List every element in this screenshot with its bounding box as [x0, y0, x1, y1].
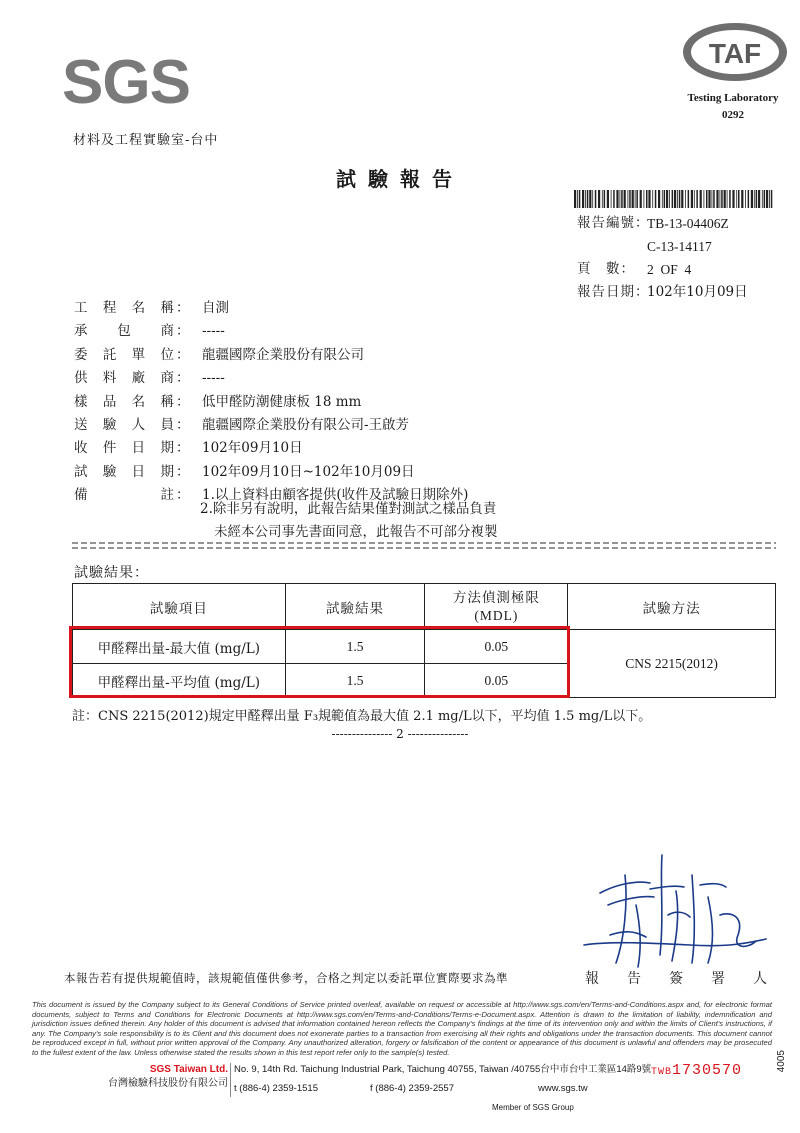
row-result: 1.5 [285, 664, 425, 698]
barcode-bar [602, 190, 603, 208]
barcode-bar [672, 190, 674, 208]
barcode-bar [713, 190, 715, 208]
footer-company [88, 1063, 228, 1091]
header-method: 試驗方法 [568, 584, 776, 630]
footer-divider [230, 1063, 231, 1097]
header-item: 試驗項目 [73, 584, 286, 630]
report-no-2: C-13-14117 [647, 239, 712, 254]
serial-number [651, 1062, 742, 1079]
barcode-bar [762, 190, 763, 208]
barcode-bar [648, 190, 650, 208]
barcode-bar [635, 190, 636, 208]
info-colon: ： [176, 300, 190, 316]
barcode-bar [662, 190, 663, 208]
barcode-bar [655, 190, 657, 208]
barcode-bar [666, 190, 668, 208]
info-value: 自測 [202, 300, 229, 316]
info-label: 送驗人員 [74, 417, 174, 434]
info-colon: ： [176, 393, 190, 410]
barcode-bar [712, 190, 713, 208]
remark-line-2: 2.除非另有說明，此報告結果僅對測試之樣品負責 [200, 501, 497, 517]
barcode-bar [769, 190, 770, 208]
taf-logo [680, 20, 790, 84]
report-info [74, 297, 468, 508]
barcode-bar [632, 190, 634, 208]
info-value: 1.以上資料由顧客提供(收件及試驗日期除外) [202, 487, 469, 504]
date-value: 102年10月09日 [647, 284, 748, 300]
barcode-bar [582, 190, 584, 208]
barcode-bar [579, 190, 581, 208]
document-title: 試驗報告 [336, 167, 464, 191]
info-value: 低甲醛防潮健康板 18 mm [202, 393, 362, 410]
remark-line-3: 未經本公司事先書面同意，此報告不可部分複製 [214, 524, 498, 541]
info-colon: ： [176, 370, 190, 387]
info-value: 102年09月10日 [202, 440, 303, 457]
header-mdl [425, 584, 568, 630]
taf-logo-text: TAF [708, 38, 762, 69]
legal-disclaimer: This document is issued by the Company subject to its General Conditions of Service printed overleaf, available on request or accessible at http://www.sgs.com/en/Terms-and-Conditions.aspx and, for electronic format documents, subject to Terms and Conditions for Electronic Documents at http://www.sgs.com/en/Terms-and-Conditions/Terms-e-Document.aspx. Attention is drawn to the limitation of liability, indemnification and jurisdiction issues defined therein. Any holder of this document is advised that information contained hereon reflects the Company's findings at the time of its intervention only and within the limits of Client's instructions, if any. The Company's sole responsibility is to its Client and this document does not exonerate parties to a transaction from exercising all their rights and obligations under the transaction documents. This document cannot be reproduced except in full, without prior written approval of the Company. Any unauthorized alteration, forgery or falsification of the content or appearance of this document is unlawful and offenders may be prosecuted to the fullest extent of the law. Unless otherwise stated the results shown in this test report refer only to the sample(s) tested. [32, 1000, 772, 1057]
barcode-bar [741, 190, 743, 208]
footer-fax: f (886-4) 2359-2557 [370, 1083, 454, 1094]
barcode-bar [669, 190, 670, 208]
info-row [74, 297, 468, 320]
signatory-label: 報告簽署人 [585, 971, 795, 987]
barcode-bar [738, 190, 740, 208]
row-item: 甲醛釋出量-平均值 (mg/L) [73, 664, 286, 698]
barcode-bar [628, 190, 629, 208]
info-label: 承包商 [74, 323, 174, 340]
footer-address: No. 9, 14th Rd. Taichung Industrial Park, Taichung 40755, Taiwan /40755台中市台中工業區14路9號 [234, 1064, 652, 1075]
barcode-bar [694, 190, 695, 208]
remarks-extra [200, 498, 498, 545]
info-colon: ： [176, 440, 190, 457]
barcode-bar [621, 190, 623, 208]
barcode-bar [736, 190, 737, 208]
barcode-bar [691, 190, 693, 208]
barcode-bar [688, 190, 690, 208]
sgs-logo: SGS [62, 48, 190, 117]
taf-line2: 0292 [722, 109, 744, 121]
taf-accreditation [662, 90, 800, 124]
barcode-bar [611, 190, 612, 208]
info-row [74, 391, 468, 414]
info-row [74, 367, 468, 390]
info-row [74, 344, 468, 367]
barcode-bar [721, 190, 723, 208]
bottom-note: 本報告若有提供規範值時，該規範值僅供參考，合格之判定以委託單位實際要求為準 [64, 971, 508, 985]
barcode-bar [764, 190, 766, 208]
info-row [74, 461, 468, 484]
info-colon: ： [176, 463, 190, 480]
barcode-bar [706, 190, 708, 208]
report-meta [577, 212, 748, 304]
standard-note: 註：CNS 2215(2012)規定甲醛釋出量 F₃規範值為最大值 2.1 mg/L以下，平均值 1.5 mg/L以下。 [72, 709, 652, 724]
header-result: 試驗結果 [285, 584, 425, 630]
header-mdl-line1: 方法偵測極限 [452, 589, 540, 606]
barcode-bar [732, 190, 734, 208]
barcode-bar [679, 190, 681, 208]
info-label: 工程名稱 [74, 300, 174, 316]
barcode-bar [587, 190, 589, 208]
barcode-bar [677, 190, 678, 208]
info-value: ----- [202, 370, 225, 387]
barcode-bar [585, 190, 586, 208]
barcode-bar [604, 190, 606, 208]
info-label: 委託單位 [74, 346, 174, 363]
barcode-bar [577, 190, 578, 208]
header-mdl-line2: (MDL) [474, 607, 519, 623]
company-name-en: SGS Taiwan Ltd. [149, 1064, 228, 1075]
barcode-bar [598, 190, 600, 208]
footer-member: Member of SGS Group [492, 1103, 574, 1112]
barcode-bar [696, 190, 698, 208]
barcode-bar [620, 190, 621, 208]
barcode-bar [748, 190, 750, 208]
barcode-bar [724, 190, 726, 208]
barcode-bar [592, 190, 593, 208]
row-item: 甲醛釋出量-最大值 (mg/L) [73, 630, 286, 664]
info-value: 龍疆國際企業股份有限公司 [202, 346, 364, 363]
row-result: 1.5 [285, 630, 425, 664]
page-marker: --------------- 2 --------------- [331, 727, 469, 741]
info-colon: ： [176, 487, 190, 504]
barcode-bar [629, 190, 631, 208]
side-code: 4005 [776, 1050, 787, 1073]
barcode-bar [771, 190, 773, 208]
barcode-bar [636, 190, 638, 208]
barcode-bar [729, 190, 731, 208]
info-colon: ： [176, 323, 190, 340]
barcode-bar [704, 190, 705, 208]
barcode-bar [681, 190, 683, 208]
barcode-bar [685, 190, 686, 208]
barcode-bar [700, 190, 702, 208]
taf-line1: Testing Laboratory [687, 92, 779, 104]
info-label: 樣品名稱 [74, 393, 174, 410]
double-dash-separator [72, 541, 776, 551]
info-value: ----- [202, 323, 225, 340]
info-label: 試驗日期 [74, 463, 174, 480]
barcode-bar [708, 190, 710, 208]
lab-name: 材料及工程實驗室-台中 [73, 133, 219, 148]
signature [580, 845, 770, 970]
barcode-bar [727, 190, 728, 208]
info-colon: ： [176, 346, 190, 363]
barcode-bar [766, 190, 768, 208]
row-mdl: 0.05 [425, 664, 568, 698]
barcode-bar [640, 190, 642, 208]
barcode-bar [589, 190, 591, 208]
serial-value: 1730570 [672, 1062, 743, 1079]
page-value: 2 OF 4 [647, 262, 692, 277]
info-row [74, 414, 468, 437]
barcode-bar [595, 190, 597, 208]
barcode-bar [754, 190, 755, 208]
row-method: CNS 2215(2012) [568, 630, 776, 698]
barcode-bar [624, 190, 626, 208]
highlight-box [69, 626, 570, 698]
barcode-bar [751, 190, 753, 208]
results-header-row [73, 584, 776, 630]
barcode-bar [716, 190, 718, 208]
footer-web: www.sgs.tw [538, 1083, 588, 1094]
report-no-label: 報告編號： [577, 215, 650, 231]
barcode-bar [664, 190, 666, 208]
report-no: TB-13-04406Z [647, 216, 729, 231]
barcode-bar [574, 190, 576, 208]
info-colon: ： [176, 417, 190, 434]
barcode-bar [646, 190, 648, 208]
info-row [74, 437, 468, 460]
footer-tel: t (886-4) 2359-1515 [234, 1083, 318, 1094]
barcode-bar [658, 190, 660, 208]
company-name-zh: 台灣檢驗科技股份有限公司 [108, 1078, 228, 1089]
results-title: 試驗結果： [74, 565, 149, 581]
info-value: 龍疆國際企業股份有限公司-王啟芳 [202, 417, 410, 434]
barcode-bar [756, 190, 758, 208]
date-label: 報告日期： [577, 284, 650, 300]
page-label: 頁 數： [577, 261, 635, 277]
barcode-bar [607, 190, 609, 208]
barcode-bar [613, 190, 615, 208]
info-label: 收件日期 [74, 440, 174, 457]
barcode-bar [616, 190, 618, 208]
row-mdl: 0.05 [425, 630, 568, 664]
info-row [74, 320, 468, 343]
barcode-bar [745, 190, 746, 208]
barcode-bar [720, 190, 721, 208]
barcode-bar [674, 190, 676, 208]
info-label: 備註 [74, 487, 174, 504]
barcode-bar [652, 190, 653, 208]
barcode [574, 190, 774, 208]
info-label: 供料廠商 [74, 370, 174, 387]
barcode-bar [758, 190, 760, 208]
serial-prefix: TWB [651, 1067, 673, 1078]
barcode-bar [644, 190, 645, 208]
info-value: 102年09月10日~102年10月09日 [202, 463, 415, 480]
